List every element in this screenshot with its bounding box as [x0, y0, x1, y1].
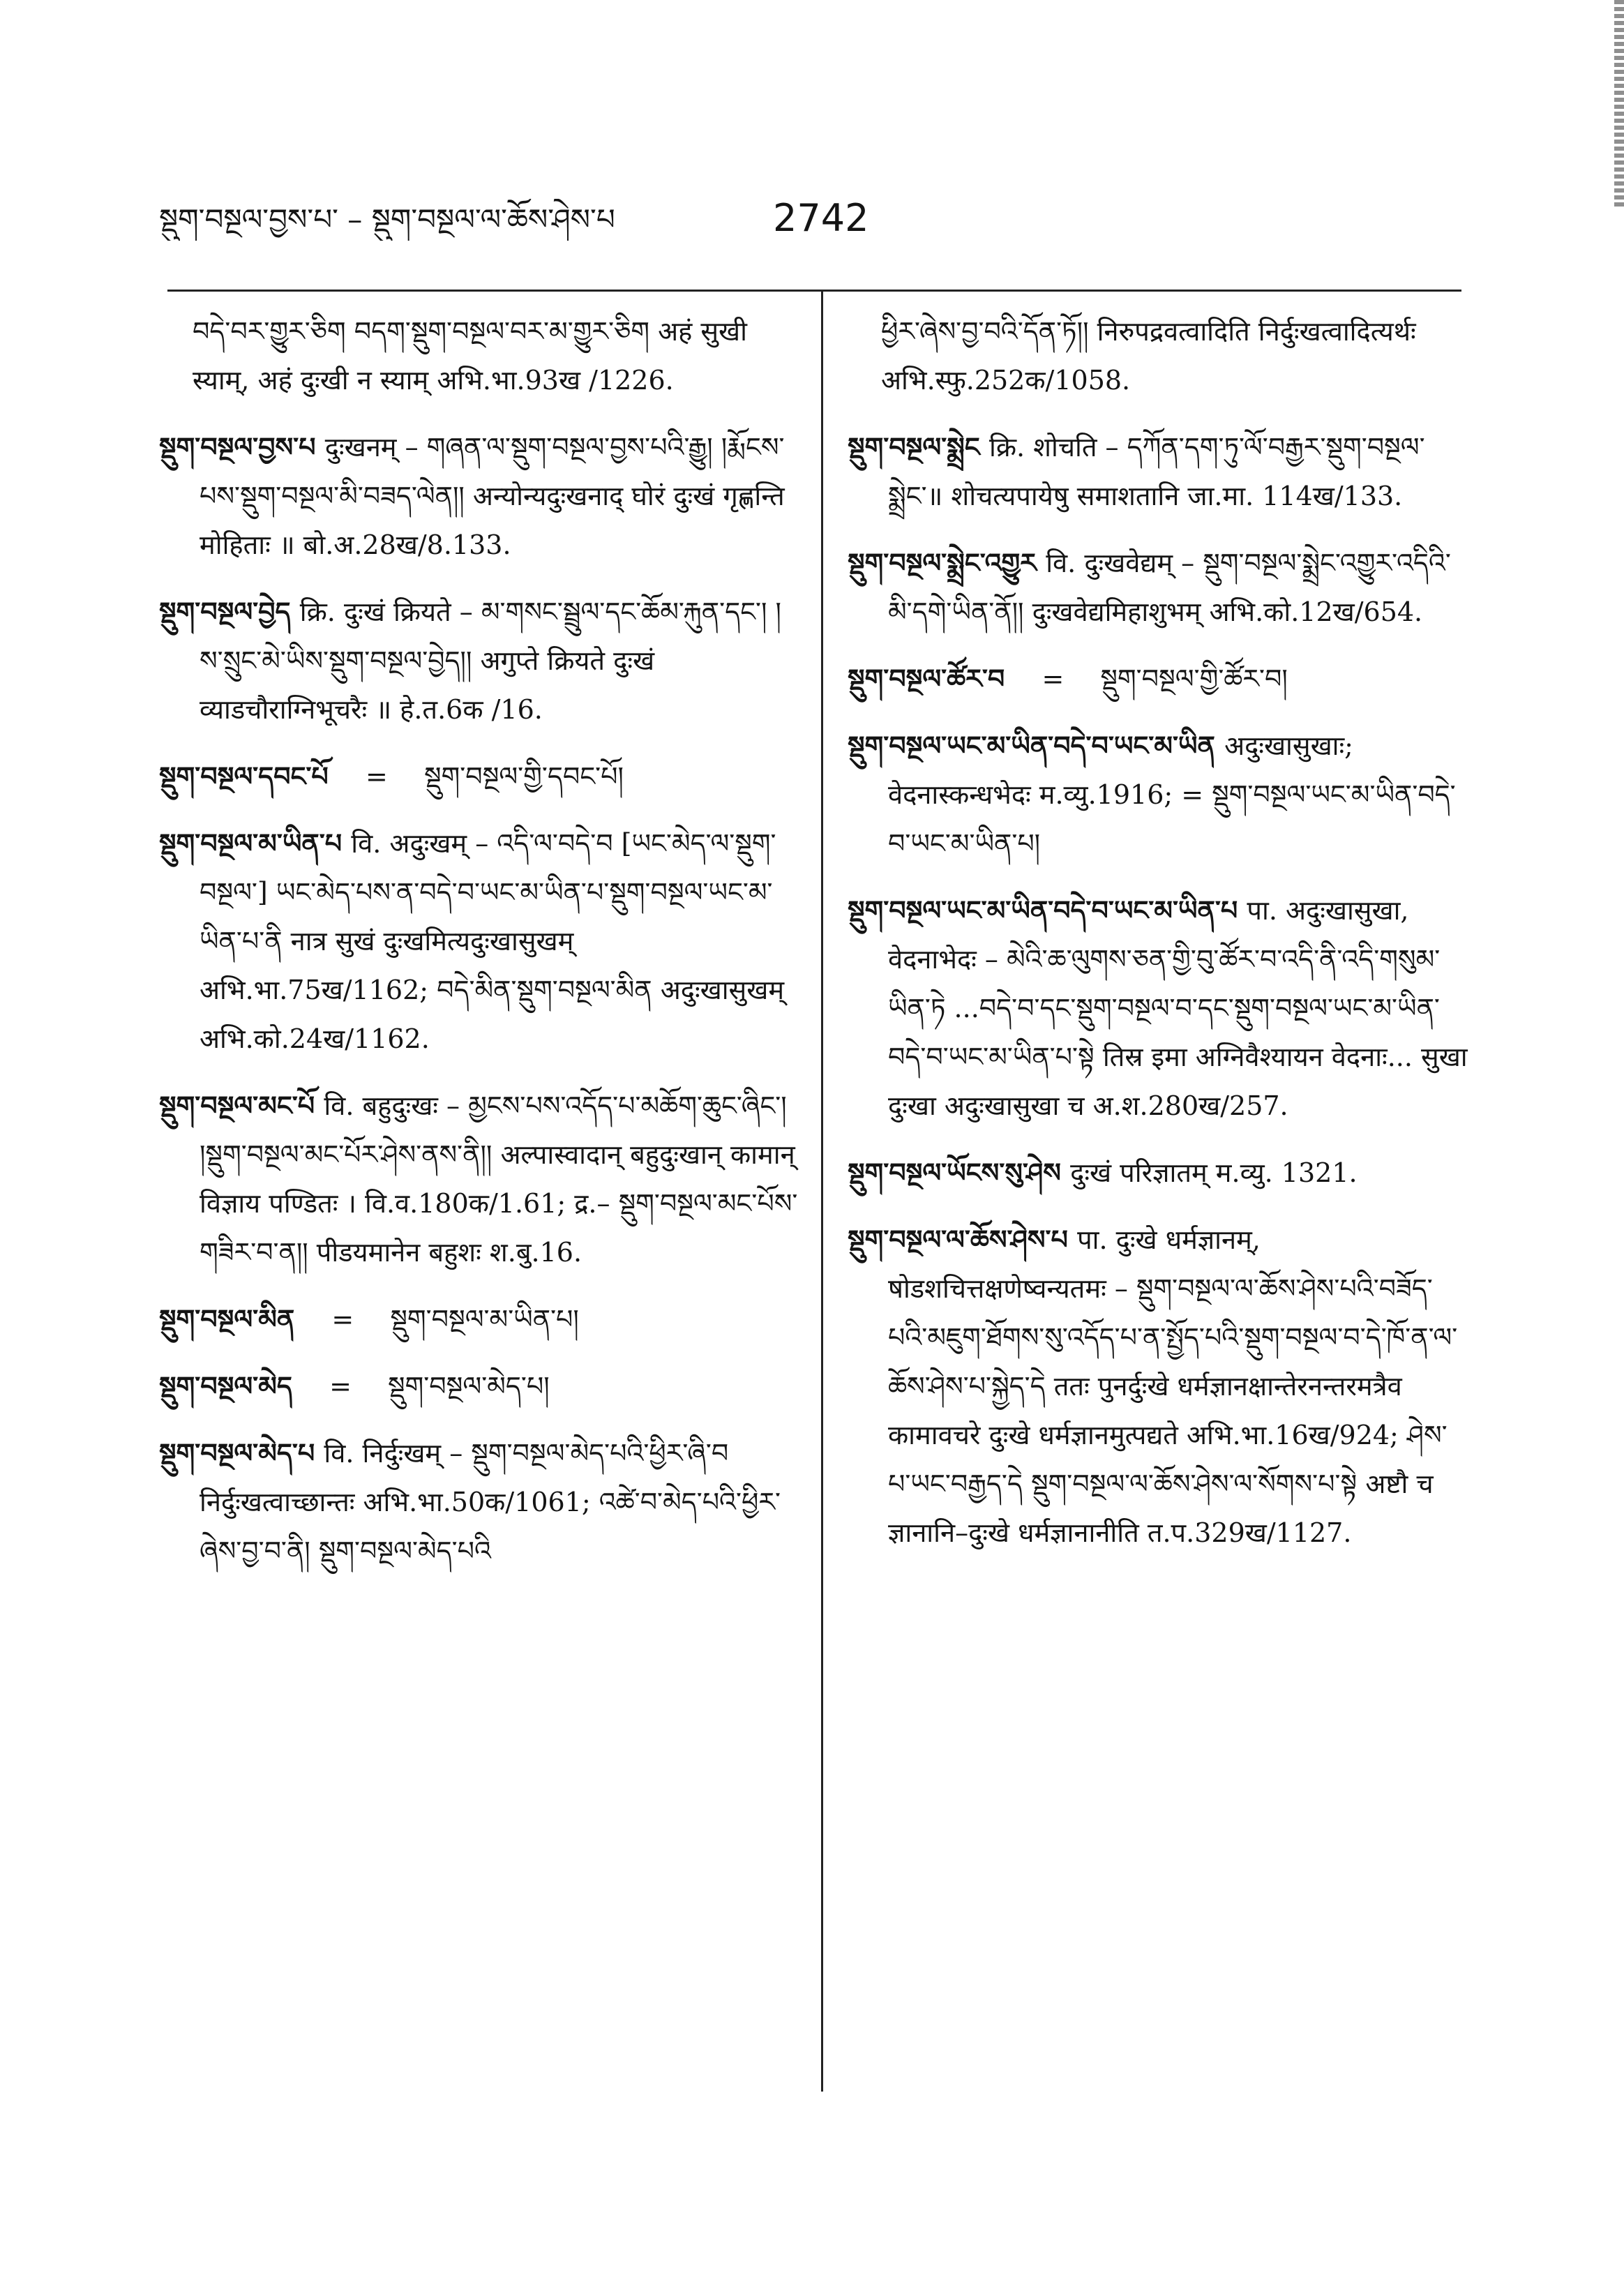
- entry-text: पा. अदुःखासुखा, वेदनाभेदः – མེའི་ཆ་ལུགས་ཅན་གྱི་བུ་ཚོར་བ་འདི་ནི་འདི་གསུམ་ཡིན་ཏེ ...བདེ་བ་དང་སྡུག་བསྔལ་བ་དང་སྡུག་བསྔལ་ཡང་མ་ཡིན་བདེ་བ་ཡང་མ་ཡིན་པ་སྟེ तिस्र इमा अग्निवैश्यायन वेदनाः... सुखा दुःखा अदुःखासुखा च अ.श.280ख/257.: [888, 895, 1468, 1121]
- entry-text: वि. दुःखवेद्यम् – སྡུག་བསྔལ་སྨྲེང་འགྱུར་འདིའི་མི་དགེ་ཡིན་ནོ།། दुःखवेद्यमिहाशुभम् अभि.को.12ख/654.: [888, 548, 1451, 627]
- entry-headword: སྡུག་བསྔལ་དབང་པོ: [159, 760, 329, 792]
- entry-headword: སྡུག་བསྔལ་བྱེད: [159, 596, 291, 627]
- dictionary-entry: [848, 1215, 1468, 1557]
- entry-headword: སྡུག་བསྔལ་ཡོངས་སུ་ཤེས: [848, 1157, 1061, 1188]
- entry-headword: སྡུག་བསྔལ་མེད: [159, 1370, 292, 1402]
- entry-text: वि. बहुदुःखः – མྱངས་པས་འདོད་པ་མཆོག་ཆུང་ཞིང་། །སྡུག་བསྔལ་མང་པོར་ཤེས་ནས་ནི།། अल्पास्वादान् बहुदुःखान् कामान् विज्ञाय पण्डितः । वि.व.180क/1.61; द्र.– སྡུག་བསྔལ་མང་པོས་གཟིར་བ་ན།། पीडयमानेन बहुशः श.बु.16.: [200, 1090, 798, 1268]
- dictionary-entry: [848, 1148, 1468, 1197]
- entry-headword: སྡུག་བསྔལ་བྱས་པ: [159, 431, 316, 463]
- entry-headword: སྡུག་བསྔལ་མེད་པ: [159, 1437, 315, 1469]
- entry-text: वि. निर्दुःखम् – སྡུག་བསྔལ་མེད་པའི་ཕྱིར་ཞི་བ निर्दुःखत्वाच्छान्तः अभि.भा.50क/1061; འཚེ་བ་མེད་པའི་ཕྱིར་ཞེས་བྱ་བ་ནི། སྡུག་བསྔལ་མེད་པའི: [200, 1438, 781, 1566]
- dictionary-entry: [848, 423, 1468, 520]
- entry-headword: སྡུག་བསྔལ་ལ་ཆོས་ཤེས་པ: [848, 1224, 1068, 1255]
- entry-text: སྡུག་བསྔལ་མེད་པ།: [388, 1371, 550, 1402]
- entry-headword: སྡུག་བསྔལ་ཡང་མ་ཡིན་བདེ་བ་ཡང་མ་ཡིན: [848, 730, 1215, 761]
- scan-edge-mark: [1614, 0, 1624, 209]
- left-column: [159, 307, 801, 1593]
- right-column: [848, 307, 1468, 1575]
- equals-sign: =: [331, 1304, 354, 1335]
- dictionary-entry: [159, 1429, 801, 1575]
- entry-text: སྡུག་བསྔལ་གྱི་དབང་པོ།: [423, 761, 624, 792]
- entry-headword: སྡུག་བསྔལ་མིན: [159, 1303, 295, 1335]
- equivalence-entry: [159, 1362, 801, 1411]
- header-rule: [167, 290, 1461, 292]
- entry-text: ཕྱིར་ཞེས་བྱ་བའི་དོན་ཏོ།། निरुपद्रवत्वादिति निर्दुःखत्वादित्यर्थः अभि.स्फु.252क/1058.: [881, 316, 1416, 396]
- entry-text: वि. अदुःखम् – འདི་ལ་བདེ་བ [ཡང་མེད་ལ་སྡུག་བསྔལ་] ཡང་མེད་པས་ན་བདེ་བ་ཡང་མ་ཡིན་པ་སྡུག་བསྔལ་ཡང་མ་ཡིན་པ་ནི नात्र सुखं दुःखमित्यदुःखासुखम् अभि.भा.75ख/1162; བདེ་མིན་སྡུག་བསྔལ་མིན अदुःखासुखम् अभि.को.24ख/1162.: [200, 828, 785, 1054]
- entry-text: पा. दुःखे धर्मज्ञानम्, षोडशचित्तक्षणेष्वन्यतमः – སྡུག་བསྔལ་ལ་ཆོས་ཤེས་པའི་བཟོད་པའི་མཇུག་ཐོགས་སུ་འདོད་པ་ན་སྤྱོད་པའི་སྡུག་བསྔལ་བ་དེ་ཁོ་ན་ལ་ཆོས་ཤེས་པ་སྐྱེད་དེ ततः पुनर्दुःखे धर्मज्ञानक्षान्तेरनन्तरमत्रैव कामावचरे दुःखे धर्मज्ञानमुत्पद्यते अभि.भा.16ख/924; ཤེས་པ་ཡང་བརྒྱད་དེ སྡུག་བསྔལ་ལ་ཆོས་ཤེས་ལ་སོགས་པ་སྟེ अष्टौ च ज्ञानानि–दुःखे धर्मज्ञानानीति त.प.329ख/1127.: [888, 1224, 1458, 1548]
- entry-continuation: [159, 307, 801, 405]
- entry-text: བདེ་བར་གྱུར་ཅིག བདག་སྡུག་བསྔལ་བར་མ་གྱུར་ཅིག अहं सुखी स्याम्, अहं दुःखी न स्याम् अभि.भा.93ख /1226.: [193, 316, 747, 396]
- running-header: སྡུག་བསྔལ་བྱས་པ་ – སྡུག་བསྔལ་ལ་ཆོས་ཤེས་པ: [159, 202, 615, 237]
- equivalence-entry: [159, 1295, 801, 1344]
- dictionary-entry: [848, 539, 1468, 636]
- equals-sign: =: [329, 1371, 352, 1402]
- entry-text: दुःखं परिज्ञातम् म.व्यु. 1321.: [1070, 1157, 1358, 1188]
- entry-headword: སྡུག་བསྔལ་ཡང་མ་ཡིན་བདེ་བ་ཡང་མ་ཡིན་པ: [848, 894, 1238, 926]
- dictionary-entry: [159, 587, 801, 734]
- dictionary-entry: [159, 819, 801, 1063]
- entry-text: སྡུག་བསྔལ་མ་ཡིན་པ།: [390, 1304, 579, 1335]
- equivalence-entry: [159, 752, 801, 801]
- dictionary-entry: [159, 1081, 801, 1277]
- entry-text: སྡུག་བསྔལ་གྱི་ཚོར་བ།: [1100, 663, 1288, 694]
- dictionary-entry: [159, 423, 801, 569]
- column-divider: [821, 292, 823, 2092]
- equivalence-entry: [848, 654, 1468, 703]
- dictionary-entry: [848, 721, 1468, 868]
- entry-headword: སྡུག་བསྔལ་མ་ཡིན་པ: [159, 827, 343, 859]
- entry-headword: སྡུག་བསྔལ་མང་པོ: [159, 1090, 315, 1121]
- equals-sign: =: [366, 761, 388, 792]
- entry-text: अदुःखासुखाः; वेदनास्कन्धभेदः म.व्यु.1916; = སྡུག་བསྔལ་ཡང་མ་ཡིན་བདེ་བ་ཡང་མ་ཡིན་པ།: [888, 730, 1456, 859]
- entry-headword: སྡུག་བསྔལ་ཚོར་བ: [848, 663, 1005, 694]
- entry-text: क्रि. दुःखं क्रियते – མ་གསང་སྦྲུལ་དང་ཆོམ་རྐུན་དང་། །ས་སྲུང་མེ་ཡིས་སྡུག་བསྔལ་བྱེད།། अगुप्ते क्रियते दुःखं व्याडचौराग्निभूचरैः ॥ हे.त.6क /16.: [200, 596, 781, 725]
- equals-sign: =: [1042, 663, 1065, 694]
- entry-text: दुःखनम् – གཞན་ལ་སྡུག་བསྔལ་བྱས་པའི་རྒྱུ། །རྨོངས་པས་སྡུག་བསྔལ་མི་བཟད་ལེན།། अन्योन्यदुःखनाद् घोरं दुःखं गृह्णन्ति मोहिताः ॥ बो.अ.28ख/8.133.: [200, 432, 785, 560]
- entry-continuation: [848, 307, 1468, 405]
- entry-text: क्रि. शोचति – དཀོན་དག་ཏུ་ལོ་བརྒྱར་སྡུག་བསྔལ་སྨྲེང་॥ शोचत्यपायेषु समाशतानि जा.मा. 114ख/133.: [888, 432, 1425, 511]
- entry-headword: སྡུག་བསྔལ་སྨྲེང་འགྱུར: [848, 547, 1037, 578]
- page-number: 2742: [773, 196, 869, 240]
- entry-headword: སྡུག་བསྔལ་སྨྲེང: [848, 431, 980, 463]
- dictionary-entry: [848, 886, 1468, 1130]
